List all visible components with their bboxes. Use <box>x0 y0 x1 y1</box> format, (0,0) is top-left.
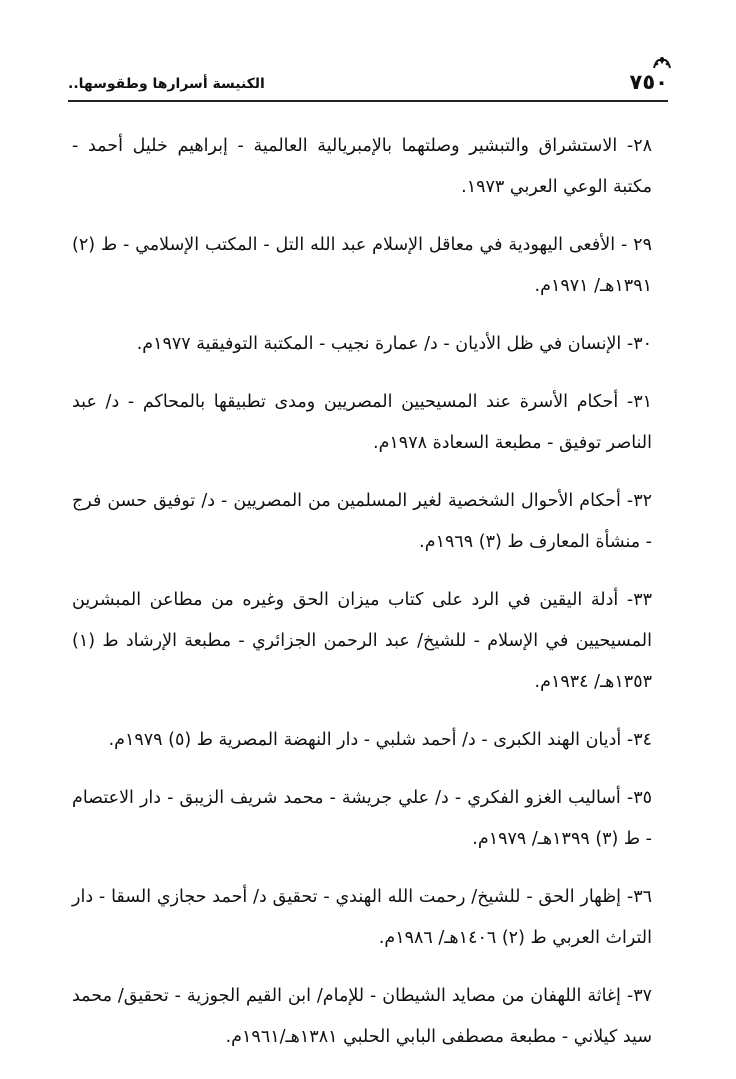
entry-text: الإنسان في ظل الأديان - د/ عمارة نجيب - المكتبة التوفيقية ١٩٧٧م. <box>136 334 627 354</box>
entry-number: ٣٢- <box>626 491 652 511</box>
bibliography-entry-33 <box>72 580 652 703</box>
entry-number: ٢٩ - <box>620 235 652 255</box>
page-number: ٧٥٠ <box>629 70 668 94</box>
entry-number: ٣٧- <box>626 986 652 1006</box>
entry-number: ٣٣- <box>626 590 652 610</box>
bibliography-entry-37 <box>72 976 652 1058</box>
entry-number: ٢٨- <box>626 136 652 156</box>
entry-text: الأفعى اليهودية في معاقل الإسلام عبد الله التل - المكتب الإسلامي - ط (٢) ١٣٩١هـ/ ١٩٧١م. <box>72 235 652 296</box>
entry-number: ٣٥- <box>626 788 652 808</box>
entry-text: إغاثة اللهفان من مصايد الشيطان - للإمام/ ابن القيم الجوزية - تحقيق/ محمد سيد كيلاني - مطبعة مصطفى البابي الحلبي ١٣٨١هـ/١٩٦١م. <box>72 986 652 1047</box>
entry-number: ٣٦- <box>626 887 652 907</box>
entry-text: إظهار الحق - للشيخ/ رحمت الله الهندي - تحقيق د/ أحمد حجازي السقا - دار التراث العربي ط (٢) ١٤٠٦هـ/ ١٩٨٦م. <box>72 887 652 948</box>
entry-text: أديان الهند الكبرى - د/ أحمد شلبي - دار النهضة المصرية ط (٥) ١٩٧٩م. <box>108 730 627 750</box>
bibliography-entry-34 <box>72 720 652 761</box>
bibliography-entry-36 <box>72 877 652 959</box>
bibliography-entry-35 <box>72 778 652 860</box>
entry-text: أدلة اليقين في الرد على كتاب ميزان الحق وغيره من مطاعن المبشرين المسيحيين في الإسلام - للشيخ/ عبد الرحمن الجزائري - مطبعة الإرشاد ط (١) ١٣٥٣هـ/ ١٩٣٤م. <box>72 590 652 692</box>
bibliography-entry-28 <box>72 126 652 208</box>
entry-text: الاستشراق والتبشير وصلتهما بالإمبريالية العالمية - إبراهيم خليل أحمد - مكتبة الوعي العربي ١٩٧٣. <box>72 136 652 197</box>
bibliography-entry-30 <box>72 324 652 365</box>
running-title: الكنيسة أسرارها وطقوسها.. <box>68 76 265 92</box>
entry-number: ٣١- <box>626 392 652 412</box>
bibliography-list <box>72 126 652 1075</box>
bibliography-entry-31 <box>72 382 652 464</box>
entry-text: أحكام الأحوال الشخصية لغير المسلمين من المصريين - د/ توفيق حسن فرج - منشأة المعارف ط (٣) ١٩٦٩م. <box>72 491 652 552</box>
bibliography-entry-29 <box>72 225 652 307</box>
bibliography-entry-32 <box>72 481 652 563</box>
entry-text: أساليب الغزو الفكري - د/ علي جريشة - محمد شريف الزيبق - دار الاعتصام - ط (٣) ١٣٩٩هـ/ ١٩٧٩م. <box>72 788 652 849</box>
page-number-ornament-icon <box>652 56 672 70</box>
header-rule <box>68 100 668 102</box>
entry-number: ٣٠- <box>626 334 652 354</box>
entry-text: أحكام الأسرة عند المسيحيين المصريين ومدى تطبيقها بالمحاكم - د/ عبد الناصر توفيق - مطبعة السعادة ١٩٧٨م. <box>72 392 652 453</box>
entry-number: ٣٤- <box>626 730 652 750</box>
page-header <box>68 66 668 102</box>
